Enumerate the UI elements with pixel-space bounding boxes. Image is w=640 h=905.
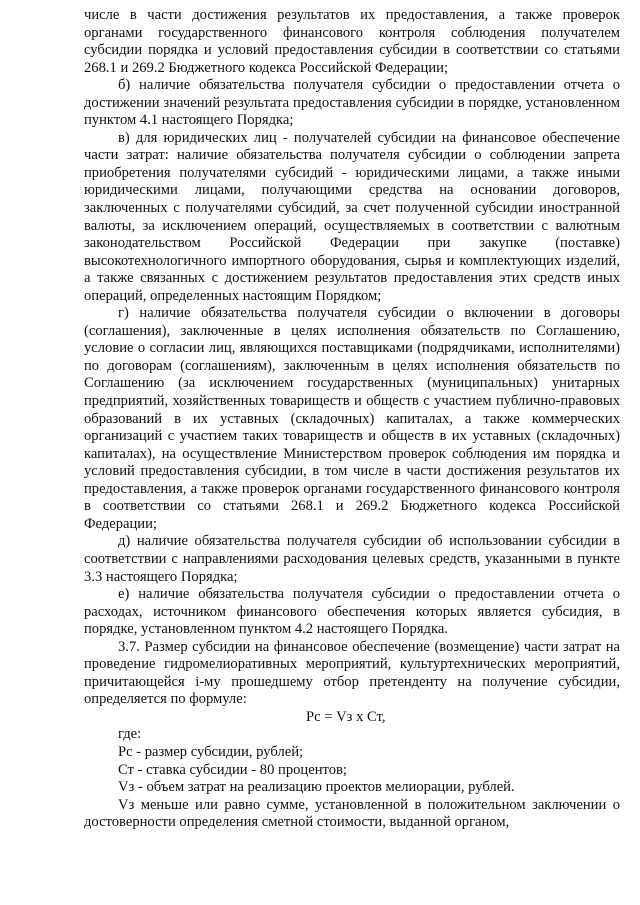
definition-st: Ст - ставка субсидии - 80 процентов; <box>118 761 347 778</box>
formula: Рс = Vз х Ст, <box>306 708 386 725</box>
paragraph-item-v: в) для юридических лиц - получателей субсидии на финансовое обеспечение части затрат: наличие обязательства получателя субсидии о соблюдении запрета приобретения получателями субсидий - юридическими лицами, а также иными юридическими лицами, получающими средства на основании договоров, заключенных с получателями субсидий, за счет полученной субсидии иностранной валюты, за исключением операций, осуществляемых в соответствии с валютным законодательством Российской Федерации при закупке (поставке) высокотехнологичного импортного оборудования, сырья и комплектующих изделий, а также связанных с достижением результатов предоставления этих средств иных операций, определенных настоящим Порядком; <box>84 129 620 304</box>
formula-where: где: <box>118 726 142 743</box>
paragraph-continuation: числе в части достижения результатов их предоставления, а также проверок органами государственного финансового контроля соблюдения получателем субсидии порядка и условий предоставления субсидии в соответствии со статьями 268.1 и 269.2 Бюджетного кодекса Российской Федерации; <box>84 7 620 76</box>
paragraph-item-b: б) наличие обязательства получателя субсидии о предоставлении отчета о достижении значений результата предоставления субсидии в порядке, установленном пунктом 4.1 настоящего Порядка; <box>84 77 620 129</box>
document-body <box>84 7 620 832</box>
definition-rs: Рс - размер субсидии, рублей; <box>118 743 304 760</box>
paragraph-section-3-7: 3.7. Размер субсидии на финансовое обеспечение (возмещение) части затрат на проведение гидромелиоративных мероприятий, культуртехнических мероприятий, причитающейся i-му прошедшему отбор претенденту на получение субсидии, определяется по формуле: <box>84 638 620 708</box>
paragraph-item-g: г) наличие обязательства получателя субсидии о включении в договоры (соглашения), заключенные в целях исполнения обязательств по Соглашению, условие о согласии лиц, являющихся поставщиками (подрядчиками, исполнителями) по договорам (соглашениям), заключенным в целях исполнения обязательств по Соглашению (за исключением государственных (муниципальных) унитарных предприятий, хозяйственных товариществ и обществ с участием публично-правовых образований в их уставных (складочных) капиталах, а также коммерческих организаций с участием таких товариществ и обществ в их уставных (складочных) капиталах), на осуществление Министерством проверок соблюдения им порядка и условий предоставления субсидии, в том числе в части достижения результатов их предоставления, а также проверок органами государственного финансового контроля в соответствии со статьями 268.1 и 269.2 Бюджетного кодекса Российской Федерации; <box>84 305 620 532</box>
definition-vz: Vз - объем затрат на реализацию проектов мелиорации, рублей. <box>118 779 515 796</box>
paragraph-item-d: д) наличие обязательства получателя субсидии об использовании субсидии в соответствии с направлениями расходования целевых средств, указанными в пункте 3.3 настоящего Порядка; <box>84 533 620 585</box>
paragraph-item-e: е) наличие обязательства получателя субсидии о предоставлении отчета о расходах, источником финансового обеспечения которых является субсидия, в порядке, установленном пунктом 4.2 настоящего Порядка. <box>84 586 620 638</box>
paragraph-vz-condition: Vз меньше или равно сумме, установленной в положительном заключении о достоверности определения сметной стоимости, выданной органом, <box>84 796 620 831</box>
